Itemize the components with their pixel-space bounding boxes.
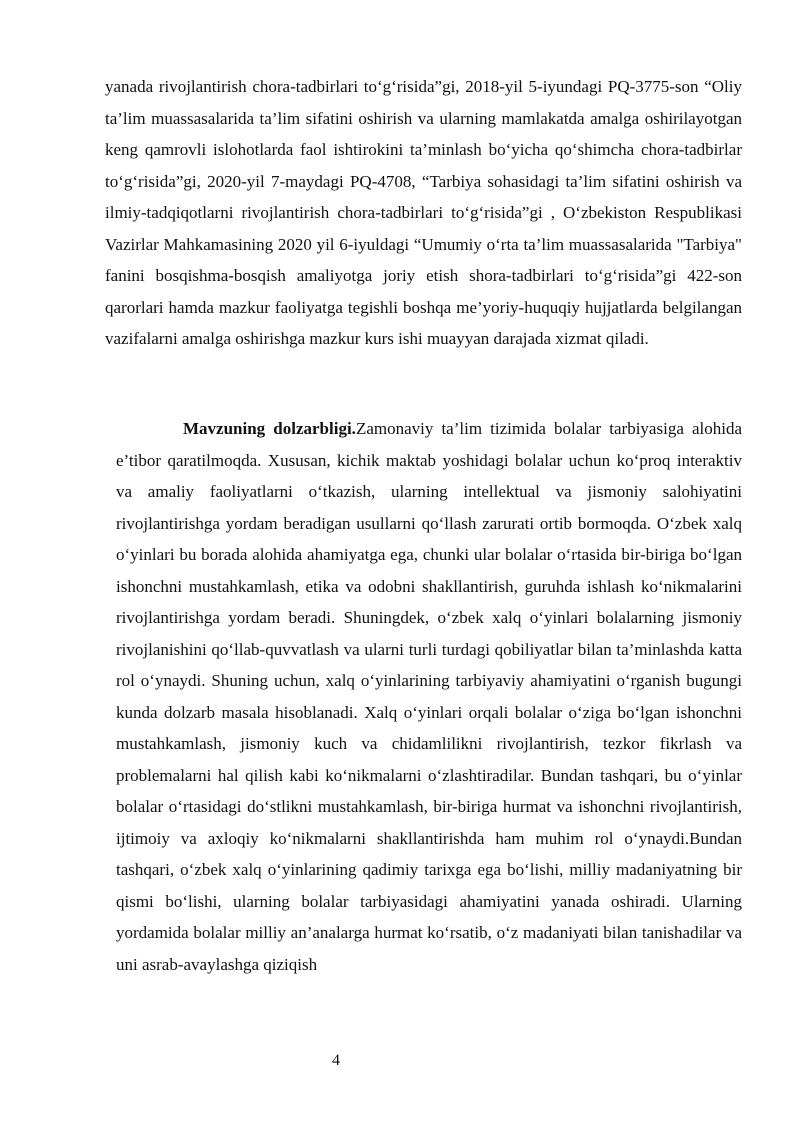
body-paragraph-1: yanada rivojlantirish chora-tadbirlari to‘g‘risida”gi, 2018-yil 5-iyundagi PQ-3775-son “Oliy ta’lim muassasalarida ta’lim sifatini oshirish va ularning mamlakatda amalga oshirilayotgan keng qamrovli islohotlarda faol ishtirokini ta’minlash bo‘yicha qo‘shimcha chora-tadbirlar to‘g‘risida”gi, 2020-yil 7-maydagi PQ-4708, “Tarbiya sohasidagi ta’lim sifatini oshirish va ilmiy-tadqiqotlarni rivojlantirish chora-tadbirlari to‘g‘risida”gi , O‘zbekiston Respublikasi Vazirlar Mahkamasining 2020 yil 6-iyuldagi “Umumiy o‘rta ta’lim muassasalarida "Tarbiya" fanini bosqishma-bosqish amaliyotga joriy etish shora-tadbirlari to‘g‘risida”gi 422-son qarorlari hamda mazkur faoliyatga tegishli boshqa me’yoriy-huquqiy hujjatlarda belgilangan vazifalarni amalga oshirishga mazkur kurs ishi muayyan darajada xizmat qiladi.: [105, 77, 742, 348]
body-paragraph-2: [116, 413, 742, 980]
section-heading: Mavzuning dolzarbligi.: [183, 419, 356, 438]
section-body-text: Zamonaviy ta’lim tizimida bolalar tarbiyasiga alohida e’tibor qaratilmoqda. Xususan, kichik maktab yoshidagi bolalar uchun ko‘proq interaktiv va amaliy faoliyatlarni o‘tkazish, ularning intellektual va jismoniy salohiyatini rivojlantirishga yordam beradigan usullarni qo‘llash zarurati ortib bormoqda. O‘zbek xalq o‘yinlari bu borada alohida ahamiyatga ega, chunki ular bolalar o‘rtasida bir-biriga bo‘lgan ishonchni mustahkamlash, etika va odobni shakllantirish, guruhda ishlash ko‘nikmalarini rivojlantirishga yordam beradi. Shuningdek, o‘zbek xalq o‘yinlari bolalarning jismoniy rivojlanishini qo‘llab-quvvatlash va ularni turli turdagi qobiliyatlar bilan ta’minlashda katta rol o‘ynaydi. Shuning uchun, xalq o‘yinlarining tarbiyaviy ahamiyatini o‘rganish bugungi kunda dolzarb masala hisoblanadi. Xalq o‘yinlari orqali bolalar o‘ziga bo‘lgan ishonchni mustahkamlash, jismoniy kuch va chidamlilikni rivojlantirish, tezkor fikrlash va problemalarni hal qilish kabi ko‘nikmalarni o‘zlashtiradilar. Bundan tashqari, bu o‘yinlar bolalar o‘rtasidagi do‘stlikni mustahkamlash, bir-biriga hurmat va ishonchni rivojlantirish, ijtimoiy va axloqiy ko‘nikmalarni shakllantirishda ham muhim rol o‘ynaydi.Bundan tashqari, o‘zbek xalq o‘yinlarining qadimiy tarixga ega bo‘lishi, milliy madaniyatning bir qismi bo‘lishi, ularning bolalar tarbiyasidagi ahamiyatini yanada oshiradi. Ularning yordamida bolalar milliy an’analarga hurmat ko‘rsatib, o‘z madaniyati bilan tanishadilar va uni asrab-avaylashga qiziqish: [116, 419, 743, 974]
page-number: 4: [332, 1052, 340, 1069]
